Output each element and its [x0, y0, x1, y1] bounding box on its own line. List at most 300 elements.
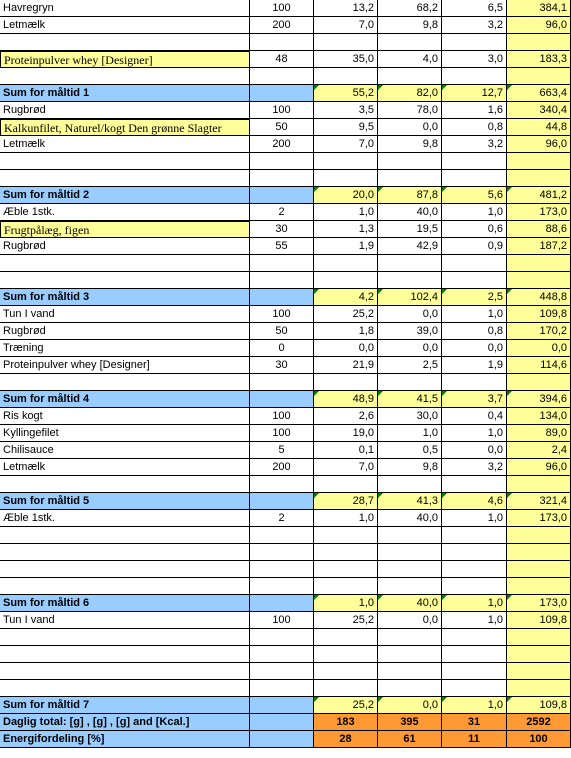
fat-cell[interactable]: 0,0 [442, 340, 507, 357]
food-name-cell[interactable] [0, 561, 250, 578]
carbs-cell[interactable] [378, 272, 442, 289]
protein-cell[interactable]: 1,0 [314, 510, 378, 527]
carbs-cell[interactable]: 0,5 [378, 442, 442, 459]
protein-cell[interactable] [314, 476, 378, 493]
fat-cell[interactable] [442, 680, 507, 697]
protein-cell[interactable]: 13,2 [314, 0, 378, 17]
carbs-cell[interactable] [378, 646, 442, 663]
protein-cell[interactable]: 25,2 [314, 612, 378, 629]
quantity-cell[interactable]: 100 [250, 0, 314, 17]
food-name-cell[interactable]: Sum for måltid 3 [0, 289, 250, 306]
food-row [0, 442, 571, 459]
fat-cell[interactable]: 3,7 [442, 391, 507, 408]
food-name-cell[interactable] [0, 663, 250, 680]
food-name-cell[interactable] [0, 255, 250, 272]
fat-cell[interactable]: 0,8 [442, 323, 507, 340]
protein-cell[interactable]: 7,0 [314, 459, 378, 476]
fat-cell[interactable]: 1,6 [442, 102, 507, 119]
protein-cell[interactable]: 28 [314, 731, 378, 748]
fat-cell[interactable]: 3,2 [442, 459, 507, 476]
protein-cell[interactable]: 0,1 [314, 442, 378, 459]
kcal-cell[interactable] [507, 34, 571, 51]
kcal-cell[interactable] [507, 561, 571, 578]
kcal-cell[interactable]: 96,0 [507, 136, 571, 153]
food-name-cell[interactable]: Tun I vand [0, 612, 250, 629]
fat-cell[interactable]: 1,0 [442, 595, 507, 612]
quantity-cell[interactable]: 100 [250, 306, 314, 323]
carbs-cell[interactable] [378, 578, 442, 595]
carbs-cell[interactable]: 82,0 [378, 85, 442, 102]
carbs-cell[interactable]: 41,5 [378, 391, 442, 408]
food-name-cell[interactable]: Sum for måltid 1 [0, 85, 250, 102]
fat-cell[interactable] [442, 68, 507, 85]
fat-cell[interactable]: 3,2 [442, 136, 507, 153]
carbs-cell[interactable] [378, 663, 442, 680]
protein-cell[interactable]: 1,0 [314, 204, 378, 221]
kcal-cell[interactable] [507, 663, 571, 680]
food-name-cell[interactable]: Proteinpulver whey [Designer] [0, 51, 250, 68]
quantity-cell[interactable] [250, 289, 314, 306]
protein-cell[interactable] [314, 527, 378, 544]
fat-cell[interactable] [442, 544, 507, 561]
carbs-cell[interactable]: 0,0 [378, 697, 442, 714]
fat-cell[interactable]: 3,2 [442, 17, 507, 34]
food-row [0, 340, 571, 357]
quantity-cell[interactable] [250, 561, 314, 578]
fat-cell[interactable]: 11 [442, 731, 507, 748]
kcal-cell[interactable]: 109,8 [507, 612, 571, 629]
carbs-cell[interactable]: 19,5 [378, 221, 442, 238]
kcal-cell[interactable] [507, 646, 571, 663]
kcal-cell[interactable]: 173,0 [507, 510, 571, 527]
food-name-cell[interactable]: Sum for måltid 2 [0, 187, 250, 204]
fat-cell[interactable]: 12,7 [442, 85, 507, 102]
kcal-cell[interactable]: 173,0 [507, 595, 571, 612]
food-name-cell[interactable]: Kyllingefilet [0, 425, 250, 442]
protein-cell[interactable] [314, 272, 378, 289]
empty-row [0, 255, 571, 272]
quantity-cell[interactable] [250, 153, 314, 170]
fat-cell[interactable] [442, 255, 507, 272]
fat-cell[interactable] [442, 34, 507, 51]
empty-row [0, 663, 571, 680]
empty-row [0, 544, 571, 561]
fat-cell[interactable] [442, 527, 507, 544]
quantity-cell[interactable]: 30 [250, 357, 314, 374]
protein-cell[interactable]: 2,6 [314, 408, 378, 425]
food-name-cell[interactable]: Kalkunfilet, Naturel/kogt Den grønne Slagter [0, 119, 250, 136]
protein-cell[interactable] [314, 680, 378, 697]
quantity-cell[interactable] [250, 680, 314, 697]
empty-row [0, 476, 571, 493]
food-row [0, 408, 571, 425]
protein-cell[interactable]: 35,0 [314, 51, 378, 68]
food-name-cell[interactable] [0, 629, 250, 646]
protein-cell[interactable]: 1,3 [314, 221, 378, 238]
carbs-cell[interactable]: 40,0 [378, 595, 442, 612]
food-name-cell[interactable]: Sum for måltid 7 [0, 697, 250, 714]
kcal-cell[interactable] [507, 170, 571, 187]
fat-cell[interactable]: 0,4 [442, 408, 507, 425]
kcal-cell[interactable]: 109,8 [507, 306, 571, 323]
carbs-cell[interactable] [378, 680, 442, 697]
quantity-cell[interactable]: 100 [250, 102, 314, 119]
quantity-cell[interactable] [250, 595, 314, 612]
fat-cell[interactable] [442, 629, 507, 646]
fat-cell[interactable] [442, 578, 507, 595]
food-row [0, 238, 571, 255]
total-row [0, 731, 571, 748]
quantity-cell[interactable]: 100 [250, 408, 314, 425]
fat-cell[interactable] [442, 374, 507, 391]
kcal-cell[interactable]: 0,0 [507, 340, 571, 357]
fat-cell[interactable]: 0,8 [442, 119, 507, 136]
fat-cell[interactable] [442, 663, 507, 680]
fat-cell[interactable] [442, 646, 507, 663]
carbs-cell[interactable] [378, 374, 442, 391]
quantity-cell[interactable] [250, 493, 314, 510]
protein-cell[interactable] [314, 170, 378, 187]
protein-cell[interactable]: 48,9 [314, 391, 378, 408]
protein-cell[interactable]: 25,2 [314, 306, 378, 323]
food-name-cell[interactable] [0, 476, 250, 493]
quantity-cell[interactable] [250, 714, 314, 731]
empty-row [0, 629, 571, 646]
protein-cell[interactable]: 55,2 [314, 85, 378, 102]
protein-cell[interactable]: 183 [314, 714, 378, 731]
quantity-cell[interactable] [250, 374, 314, 391]
carbs-cell[interactable]: 68,2 [378, 0, 442, 17]
carbs-cell[interactable]: 0,0 [378, 306, 442, 323]
fat-cell[interactable]: 1,0 [442, 306, 507, 323]
protein-cell[interactable] [314, 646, 378, 663]
kcal-cell[interactable] [507, 544, 571, 561]
carbs-cell[interactable]: 78,0 [378, 102, 442, 119]
protein-cell[interactable] [314, 544, 378, 561]
carbs-cell[interactable]: 39,0 [378, 323, 442, 340]
fat-cell[interactable] [442, 476, 507, 493]
food-row [0, 357, 571, 374]
protein-cell[interactable] [314, 561, 378, 578]
food-row [0, 221, 571, 238]
protein-cell[interactable]: 1,8 [314, 323, 378, 340]
protein-cell[interactable] [314, 578, 378, 595]
quantity-cell[interactable]: 5 [250, 442, 314, 459]
carbs-cell[interactable]: 0,0 [378, 119, 442, 136]
food-name-cell[interactable]: Havregryn [0, 0, 250, 17]
meal-sum-row [0, 391, 571, 408]
kcal-cell[interactable]: 100 [507, 731, 571, 748]
fat-cell[interactable]: 5,6 [442, 187, 507, 204]
food-name-cell[interactable]: Letmælk [0, 459, 250, 476]
protein-cell[interactable] [314, 68, 378, 85]
empty-row [0, 646, 571, 663]
kcal-cell[interactable]: 384,1 [507, 0, 571, 17]
carbs-cell[interactable] [378, 170, 442, 187]
carbs-cell[interactable]: 2,5 [378, 357, 442, 374]
kcal-cell[interactable] [507, 153, 571, 170]
food-name-cell[interactable] [0, 578, 250, 595]
food-name-cell[interactable]: Proteinpulver whey [Designer] [0, 357, 250, 374]
protein-cell[interactable]: 28,7 [314, 493, 378, 510]
quantity-cell[interactable]: 55 [250, 238, 314, 255]
protein-cell[interactable] [314, 255, 378, 272]
food-name-cell[interactable] [0, 527, 250, 544]
fat-cell[interactable]: 6,5 [442, 0, 507, 17]
carbs-cell[interactable] [378, 153, 442, 170]
food-row [0, 119, 571, 136]
carbs-cell[interactable] [378, 527, 442, 544]
carbs-cell[interactable]: 41,3 [378, 493, 442, 510]
food-name-cell[interactable] [0, 646, 250, 663]
protein-cell[interactable]: 19,0 [314, 425, 378, 442]
fat-cell[interactable] [442, 153, 507, 170]
food-name-cell[interactable]: Daglig total: [g] , [g] , [g] and [Kcal.] [0, 714, 250, 731]
carbs-cell[interactable] [378, 34, 442, 51]
food-name-cell[interactable]: Æble 1stk. [0, 204, 250, 221]
food-row [0, 510, 571, 527]
food-name-cell[interactable]: Ris kogt [0, 408, 250, 425]
quantity-cell[interactable]: 2 [250, 204, 314, 221]
kcal-cell[interactable]: 109,8 [507, 697, 571, 714]
fat-cell[interactable]: 3,0 [442, 51, 507, 68]
carbs-cell[interactable]: 1,0 [378, 425, 442, 442]
empty-row [0, 561, 571, 578]
food-name-cell[interactable]: Sum for måltid 4 [0, 391, 250, 408]
carbs-cell[interactable]: 395 [378, 714, 442, 731]
fat-cell[interactable] [442, 272, 507, 289]
quantity-cell[interactable] [250, 731, 314, 748]
kcal-cell[interactable]: 88,6 [507, 221, 571, 238]
fat-cell[interactable]: 31 [442, 714, 507, 731]
carbs-cell[interactable]: 40,0 [378, 510, 442, 527]
protein-cell[interactable]: 4,2 [314, 289, 378, 306]
kcal-cell[interactable]: 89,0 [507, 425, 571, 442]
carbs-cell[interactable]: 102,4 [378, 289, 442, 306]
food-name-cell[interactable]: Æble 1stk. [0, 510, 250, 527]
protein-cell[interactable]: 1,0 [314, 595, 378, 612]
quantity-cell[interactable]: 100 [250, 612, 314, 629]
kcal-cell[interactable] [507, 272, 571, 289]
quantity-cell[interactable] [250, 544, 314, 561]
fat-cell[interactable]: 1,0 [442, 425, 507, 442]
food-name-cell[interactable] [0, 68, 250, 85]
empty-row [0, 68, 571, 85]
empty-row [0, 680, 571, 697]
kcal-cell[interactable]: 340,4 [507, 102, 571, 119]
food-row [0, 204, 571, 221]
food-name-cell[interactable] [0, 153, 250, 170]
kcal-cell[interactable]: 134,0 [507, 408, 571, 425]
kcal-cell[interactable] [507, 255, 571, 272]
kcal-cell[interactable]: 2592 [507, 714, 571, 731]
quantity-cell[interactable]: 200 [250, 459, 314, 476]
food-name-cell[interactable]: Rugbrød [0, 323, 250, 340]
protein-cell[interactable] [314, 153, 378, 170]
carbs-cell[interactable] [378, 561, 442, 578]
food-name-cell[interactable]: Letmælk [0, 136, 250, 153]
empty-row [0, 578, 571, 595]
food-name-cell[interactable] [0, 680, 250, 697]
quantity-cell[interactable]: 200 [250, 17, 314, 34]
quantity-cell[interactable]: 48 [250, 51, 314, 68]
quantity-cell[interactable] [250, 85, 314, 102]
food-name-cell[interactable]: Energifordeling [%] [0, 731, 250, 748]
quantity-cell[interactable] [250, 629, 314, 646]
food-name-cell[interactable]: Chilisauce [0, 442, 250, 459]
kcal-cell[interactable]: 481,2 [507, 187, 571, 204]
quantity-cell[interactable] [250, 34, 314, 51]
fat-cell[interactable]: 0,0 [442, 442, 507, 459]
quantity-cell[interactable]: 50 [250, 323, 314, 340]
kcal-cell[interactable] [507, 629, 571, 646]
food-name-cell[interactable] [0, 374, 250, 391]
food-name-cell[interactable]: Frugtpålæg, figen [0, 221, 250, 238]
carbs-cell[interactable]: 30,0 [378, 408, 442, 425]
kcal-cell[interactable]: 2,4 [507, 442, 571, 459]
protein-cell[interactable] [314, 34, 378, 51]
protein-cell[interactable]: 21,9 [314, 357, 378, 374]
food-name-cell[interactable]: Letmælk [0, 17, 250, 34]
carbs-cell[interactable]: 0,0 [378, 340, 442, 357]
meal-sum-row [0, 187, 571, 204]
quantity-cell[interactable] [250, 255, 314, 272]
fat-cell[interactable]: 1,0 [442, 697, 507, 714]
carbs-cell[interactable]: 87,8 [378, 187, 442, 204]
kcal-cell[interactable] [507, 578, 571, 595]
quantity-cell[interactable]: 2 [250, 510, 314, 527]
kcal-cell[interactable] [507, 374, 571, 391]
carbs-cell[interactable] [378, 68, 442, 85]
kcal-cell[interactable]: 44,8 [507, 119, 571, 136]
food-name-cell[interactable] [0, 170, 250, 187]
fat-cell[interactable]: 1,0 [442, 612, 507, 629]
carbs-cell[interactable]: 40,0 [378, 204, 442, 221]
protein-cell[interactable]: 7,0 [314, 17, 378, 34]
quantity-cell[interactable] [250, 476, 314, 493]
fat-cell[interactable]: 0,9 [442, 238, 507, 255]
kcal-cell[interactable]: 173,0 [507, 204, 571, 221]
food-row [0, 51, 571, 68]
quantity-cell[interactable] [250, 663, 314, 680]
kcal-cell[interactable]: 663,4 [507, 85, 571, 102]
food-name-cell[interactable]: Tun I vand [0, 306, 250, 323]
carbs-cell[interactable]: 4,0 [378, 51, 442, 68]
meal-sum-row [0, 289, 571, 306]
food-name-cell[interactable] [0, 544, 250, 561]
fat-cell[interactable]: 2,5 [442, 289, 507, 306]
quantity-cell[interactable] [250, 68, 314, 85]
kcal-cell[interactable]: 96,0 [507, 17, 571, 34]
empty-row [0, 153, 571, 170]
protein-cell[interactable]: 7,0 [314, 136, 378, 153]
carbs-cell[interactable]: 0,0 [378, 612, 442, 629]
quantity-cell[interactable] [250, 170, 314, 187]
carbs-cell[interactable]: 9,8 [378, 136, 442, 153]
carbs-cell[interactable] [378, 476, 442, 493]
fat-cell[interactable] [442, 170, 507, 187]
food-name-cell[interactable]: Rugbrød [0, 102, 250, 119]
kcal-cell[interactable]: 321,4 [507, 493, 571, 510]
food-name-cell[interactable]: Rugbrød [0, 238, 250, 255]
protein-cell[interactable]: 25,2 [314, 697, 378, 714]
fat-cell[interactable]: 1,9 [442, 357, 507, 374]
carbs-cell[interactable] [378, 255, 442, 272]
carbs-cell[interactable]: 9,8 [378, 17, 442, 34]
fat-cell[interactable] [442, 561, 507, 578]
food-row [0, 425, 571, 442]
fat-cell[interactable]: 4,6 [442, 493, 507, 510]
food-row [0, 323, 571, 340]
quantity-cell[interactable]: 50 [250, 119, 314, 136]
food-name-cell[interactable]: Sum for måltid 6 [0, 595, 250, 612]
quantity-cell[interactable] [250, 187, 314, 204]
quantity-cell[interactable]: 200 [250, 136, 314, 153]
carbs-cell[interactable]: 61 [378, 731, 442, 748]
quantity-cell[interactable]: 0 [250, 340, 314, 357]
quantity-cell[interactable]: 100 [250, 425, 314, 442]
food-name-cell[interactable]: Sum for måltid 5 [0, 493, 250, 510]
quantity-cell[interactable] [250, 391, 314, 408]
protein-cell[interactable]: 1,9 [314, 238, 378, 255]
protein-cell[interactable]: 3,5 [314, 102, 378, 119]
protein-cell[interactable]: 20,0 [314, 187, 378, 204]
food-row [0, 17, 571, 34]
kcal-cell[interactable]: 183,3 [507, 51, 571, 68]
protein-cell[interactable]: 0,0 [314, 340, 378, 357]
kcal-cell[interactable]: 394,6 [507, 391, 571, 408]
kcal-cell[interactable]: 448,8 [507, 289, 571, 306]
kcal-cell[interactable] [507, 476, 571, 493]
kcal-cell[interactable] [507, 680, 571, 697]
carbs-cell[interactable] [378, 629, 442, 646]
kcal-cell[interactable]: 187,2 [507, 238, 571, 255]
kcal-cell[interactable]: 96,0 [507, 459, 571, 476]
meal-sum-row [0, 595, 571, 612]
quantity-cell[interactable] [250, 646, 314, 663]
quantity-cell[interactable] [250, 272, 314, 289]
kcal-cell[interactable]: 114,6 [507, 357, 571, 374]
food-name-cell[interactable]: Træning [0, 340, 250, 357]
quantity-cell[interactable] [250, 527, 314, 544]
protein-cell[interactable] [314, 629, 378, 646]
fat-cell[interactable]: 1,0 [442, 510, 507, 527]
meal-sum-row [0, 85, 571, 102]
carbs-cell[interactable] [378, 544, 442, 561]
protein-cell[interactable]: 9,5 [314, 119, 378, 136]
food-row [0, 0, 571, 17]
quantity-cell[interactable] [250, 578, 314, 595]
protein-cell[interactable] [314, 663, 378, 680]
meal-sum-row [0, 493, 571, 510]
empty-row [0, 374, 571, 391]
food-row [0, 306, 571, 323]
food-name-cell[interactable] [0, 34, 250, 51]
food-name-cell[interactable] [0, 272, 250, 289]
kcal-cell[interactable] [507, 527, 571, 544]
quantity-cell[interactable]: 30 [250, 221, 314, 238]
empty-row [0, 272, 571, 289]
quantity-cell[interactable] [250, 697, 314, 714]
kcal-cell[interactable] [507, 68, 571, 85]
fat-cell[interactable]: 1,0 [442, 204, 507, 221]
total-row [0, 714, 571, 731]
fat-cell[interactable]: 0,6 [442, 221, 507, 238]
kcal-cell[interactable]: 170,2 [507, 323, 571, 340]
protein-cell[interactable] [314, 374, 378, 391]
carbs-cell[interactable]: 9,8 [378, 459, 442, 476]
carbs-cell[interactable]: 42,9 [378, 238, 442, 255]
